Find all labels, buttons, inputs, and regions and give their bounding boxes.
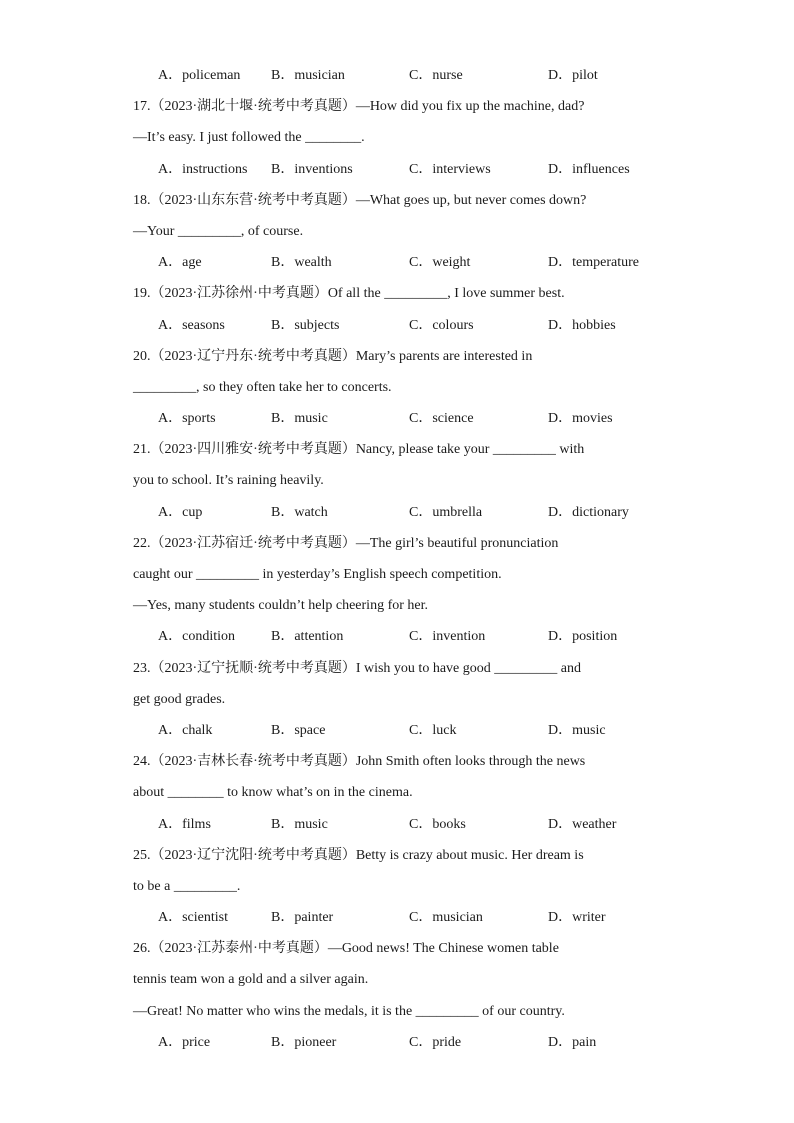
options-row bbox=[133, 1027, 663, 1058]
option-d: D．pain bbox=[548, 1034, 597, 1050]
question-line: caught our _________ in yesterday’s English speech competition. bbox=[133, 567, 502, 582]
option-d: D．music bbox=[548, 722, 606, 738]
option-c: C．science bbox=[409, 411, 474, 427]
option-b: B．wealth bbox=[271, 255, 332, 271]
option-c: C．colours bbox=[409, 317, 474, 333]
options-row bbox=[133, 247, 663, 278]
question-stem: 24.（2023·吉林长春·统考中考真题）John Smith often looks through the news bbox=[133, 754, 586, 770]
question-stem: 20.（2023·辽宁丹东·统考中考真题）Mary’s parents are interested in bbox=[133, 348, 533, 364]
options-row bbox=[133, 809, 663, 840]
question-line: to be a _________. bbox=[133, 878, 241, 894]
option-c: C．interviews bbox=[409, 161, 491, 177]
option-a: A．chalk bbox=[158, 722, 213, 738]
options-row bbox=[133, 902, 663, 933]
question-stem: 23.（2023·辽宁抚顺·统考中考真题）I wish you to have good _________ and bbox=[133, 660, 581, 676]
option-d: D．writer bbox=[548, 910, 606, 926]
question-line: about ________ to know what’s on in the cinema. bbox=[133, 785, 413, 801]
question-stem: 26.（2023·江苏泰州·中考真题）—Good news! The Chinese women table bbox=[133, 941, 559, 957]
option-d: D．hobbies bbox=[548, 317, 616, 333]
option-c: C．nurse bbox=[409, 68, 463, 83]
option-c: C．musician bbox=[409, 910, 483, 926]
options-row bbox=[133, 154, 663, 185]
options-row bbox=[133, 403, 663, 434]
option-b: B．inventions bbox=[271, 161, 353, 177]
options-row bbox=[133, 60, 663, 91]
options-row bbox=[133, 310, 663, 341]
question-line: —Great! No matter who wins the medals, it is the _________ of our country. bbox=[133, 1003, 565, 1019]
option-a: A．seasons bbox=[158, 317, 225, 333]
question-stem: 22.（2023·江苏宿迁·统考中考真题）—The girl’s beautiful pronunciation bbox=[133, 535, 559, 551]
question-block bbox=[133, 278, 663, 340]
option-a: A．instructions bbox=[158, 161, 248, 177]
option-a: A．condition bbox=[158, 629, 235, 645]
option-d: D．movies bbox=[548, 411, 613, 427]
option-a: A．cup bbox=[158, 504, 203, 520]
option-b: B．watch bbox=[271, 504, 328, 520]
option-c: C．luck bbox=[409, 722, 457, 738]
question-stem: 19.（2023·江苏徐州·中考真题）Of all the _________, I love summer best. bbox=[133, 286, 565, 302]
option-c: C．pride bbox=[409, 1034, 462, 1050]
option-c: C．invention bbox=[409, 629, 486, 645]
question-block bbox=[133, 91, 663, 185]
question-line: —Yes, many students couldn’t help cheering for her. bbox=[133, 598, 428, 614]
question-block bbox=[133, 746, 663, 840]
options-row bbox=[133, 621, 663, 652]
option-b: B．painter bbox=[271, 910, 334, 926]
question-line: tennis team won a gold and a silver again. bbox=[133, 972, 369, 988]
question-stem: 25.（2023·辽宁沈阳·统考中考真题）Betty is crazy about music. Her dream is bbox=[133, 847, 584, 863]
question-block bbox=[133, 528, 663, 653]
option-b: B．subjects bbox=[271, 317, 340, 333]
question-block bbox=[133, 840, 663, 934]
question-block bbox=[133, 434, 663, 528]
question-line: _________, so they often take her to concerts. bbox=[133, 379, 392, 395]
option-a: A．scientist bbox=[158, 910, 228, 926]
option-b: B．musician bbox=[271, 68, 345, 83]
options-row bbox=[133, 715, 663, 746]
option-c: C．books bbox=[409, 816, 466, 832]
option-b: B．space bbox=[271, 722, 326, 738]
options-row bbox=[133, 497, 663, 528]
question-stem: 21.（2023·四川雅安·统考中考真题）Nancy, please take your _________ with bbox=[133, 442, 585, 458]
question-block bbox=[133, 60, 663, 91]
option-b: B．attention bbox=[271, 629, 344, 645]
option-d: D．position bbox=[548, 629, 618, 645]
question-block bbox=[133, 185, 663, 279]
option-a: A．age bbox=[158, 255, 202, 271]
option-b: B．pioneer bbox=[271, 1034, 337, 1050]
option-a: A．films bbox=[158, 816, 211, 832]
option-d: D．weather bbox=[548, 816, 617, 832]
question-line: you to school. It’s raining heavily. bbox=[133, 473, 324, 489]
option-d: D．temperature bbox=[548, 255, 639, 271]
option-b: B．music bbox=[271, 816, 328, 832]
question-line: get good grades. bbox=[133, 691, 226, 707]
question-line: —It’s easy. I just followed the ________. bbox=[133, 130, 365, 146]
exam-page bbox=[133, 60, 663, 1058]
option-d: D．pilot bbox=[548, 68, 598, 83]
question-block bbox=[133, 341, 663, 435]
option-a: A．price bbox=[158, 1034, 211, 1050]
question-stem: 18.（2023·山东东营·统考中考真题）—What goes up, but never comes down? bbox=[133, 192, 587, 208]
question-stem: 17.（2023·湖北十堰·统考中考真题）—How did you fix up the machine, dad? bbox=[133, 99, 585, 115]
option-a: A．sports bbox=[158, 411, 216, 427]
option-c: C．umbrella bbox=[409, 504, 483, 520]
option-d: D．influences bbox=[548, 161, 630, 177]
question-block bbox=[133, 653, 663, 747]
option-a: A．policeman bbox=[158, 68, 241, 83]
question-block bbox=[133, 933, 663, 1058]
option-c: C．weight bbox=[409, 255, 471, 271]
question-line: —Your _________, of course. bbox=[133, 223, 304, 239]
option-b: B．music bbox=[271, 411, 328, 427]
option-d: D．dictionary bbox=[548, 504, 629, 520]
